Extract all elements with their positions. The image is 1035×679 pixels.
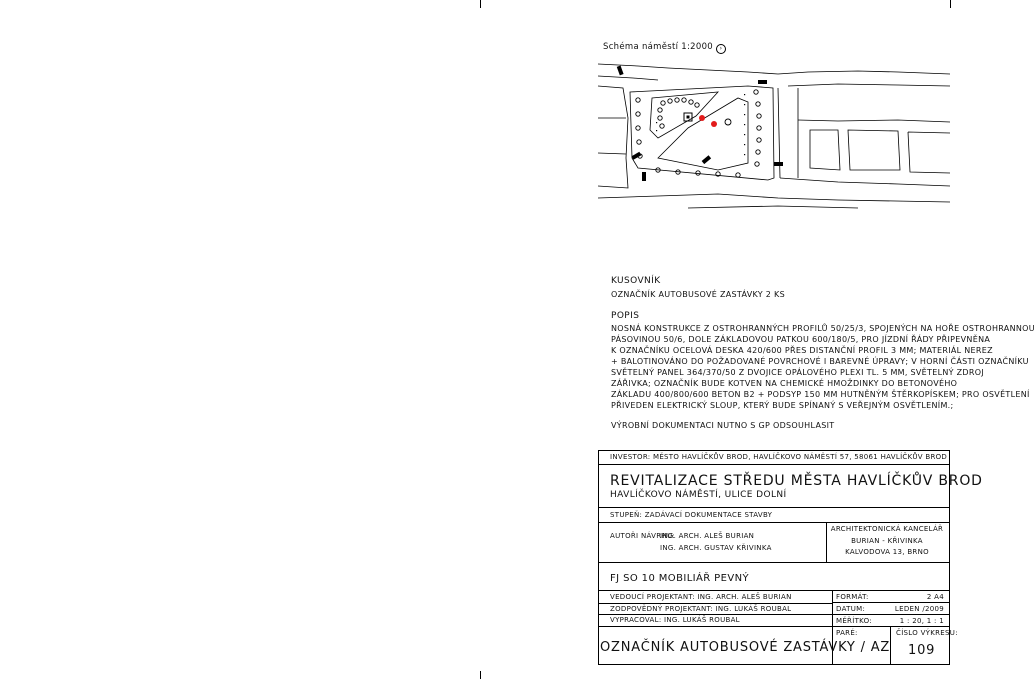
kusovnik-heading: KUSOVNÍK	[611, 276, 661, 286]
popis-line: + BALOTINOVÁNO DO POŽADOVANÉ POVRCHOVÉ I BAREVNÉ ÚPRAVY; V HORNÍ ČÁSTI OZNAČNÍKU	[611, 357, 1029, 366]
scale-label: MĚŘÍTKO:	[836, 617, 873, 625]
format-value: 2 A4	[926, 593, 944, 601]
office-line-1: ARCHITEKTONICKÁ KANCELÁŘ	[830, 525, 944, 533]
office-line-2: BURIAN - KŘIVINKA	[851, 537, 923, 545]
crop-mark-bottom	[480, 671, 481, 679]
map-title-text: Schéma náměstí 1:2000	[603, 42, 714, 52]
popis-line: PŘIVEDEN ELEKTRICKÝ SLOUP, KTERÝ BUDE SPÍNANÝ S VEŘEJNÝM OSVĚTLENÍM.;	[611, 401, 954, 410]
popis-line: SVĚTELNÝ PANEL 364/370/50 Z DVOJICE OPÁLOVÉHO PLEXI TL. 5 MM, SVĚTELNÝ ZDROJ	[611, 368, 985, 377]
north-arrow-icon: ›	[716, 44, 726, 54]
site-plan-map	[598, 58, 950, 210]
project-title: REVITALIZACE STŘEDU MĚSTA HAVLÍČKŮV BROD	[610, 473, 983, 489]
kusovnik-item: OZNAČNÍK AUTOBUSOVÉ ZASTÁVKY 2 KS	[611, 290, 785, 299]
popis-line: ZÁKLADU 400/800/600 BETON B2 + PODSYP 150 MM HUTNĚNÝM ŠTĚRKOPÍSKEM; PRO OSVĚTLENÍ	[611, 390, 1030, 399]
stage-line: STUPEŇ: ZADÁVACÍ DOKUMENTACE STAVBY	[610, 511, 773, 519]
popis-line: K OZNAČNÍKU OCELOVÁ DESKA 420/600 PŘES DISTANČNÍ PROFIL 3 MM; MATERIÁL NEREZ	[611, 346, 993, 355]
office-line-3: KALVODOVA 13, BRNO	[845, 548, 929, 556]
lead-designer: VEDOUCÍ PROJEKTANT: ING. ARCH. ALEŠ BURIAN	[610, 593, 792, 601]
author-1: ING. ARCH. ALEŠ BURIAN	[660, 532, 755, 540]
sheet-number: 109	[908, 643, 936, 658]
drawn-by: VYPRACOVAL: ING. LUKÁŠ ROUBAL	[610, 616, 740, 624]
popis-line: PÁSOVINOU 50/6, DOLE ZÁKLADOVOU PATKOU 600/180/5, PRO JÍZDNÍ ŘÁDY PŘIPEVNĚNA	[611, 335, 991, 344]
popis-line: NOSNÁ KONSTRUKCE Z OSTROHRANNÝCH PROFILŮ 50/25/3, SPOJENÝCH NA HOŘE OSTROHRANNOU	[611, 324, 1035, 333]
drawing-name: OZNAČNÍK AUTOBUSOVÉ ZASTÁVKY / AZ	[600, 640, 891, 655]
scale-value: 1 : 20, 1 : 1	[899, 617, 944, 625]
format-label: FORMÁT:	[836, 593, 869, 601]
date-value: LEDEN /2009	[894, 605, 944, 613]
responsible-designer: ZODPOVĚDNÝ PROJEKTANT: ING. LUKÁŠ ROUBAL	[610, 605, 792, 613]
crop-mark-right	[950, 0, 951, 8]
author-2: ING. ARCH. GUSTAV KŘIVINKA	[660, 544, 772, 552]
popis-note: VÝROBNÍ DOKUMENTACI NUTNO S GP ODSOUHLASIT	[611, 421, 835, 430]
popis-heading: POPIS	[611, 311, 640, 321]
map-title	[603, 42, 726, 54]
project-subtitle: HAVLÍČKOVO NÁMĚSTÍ, ULICE DOLNÍ	[610, 490, 787, 500]
date-label: DATUM:	[836, 605, 866, 613]
sheet-label: ČÍSLO VÝKRESU:	[896, 629, 958, 637]
object-line: FJ SO 10 MOBILIÁŘ PEVNÝ	[610, 573, 749, 584]
crop-mark-top	[480, 0, 481, 8]
popis-line: ZÁŘIVKA; OZNAČNÍK BUDE KOTVEN NA CHEMICKÉ HMOŽDINKY DO BETONOVÉHO	[611, 379, 958, 388]
pare-label: PARÉ:	[836, 629, 858, 637]
investor-line: INVESTOR: MĚSTO HAVLÍČKŮV BROD, HAVLÍČKOVO NÁMĚSTÍ 57, 58061 HAVLÍČKŮV BROD	[610, 453, 948, 461]
authors-label: AUTOŘI NÁVRHU:	[610, 532, 676, 540]
